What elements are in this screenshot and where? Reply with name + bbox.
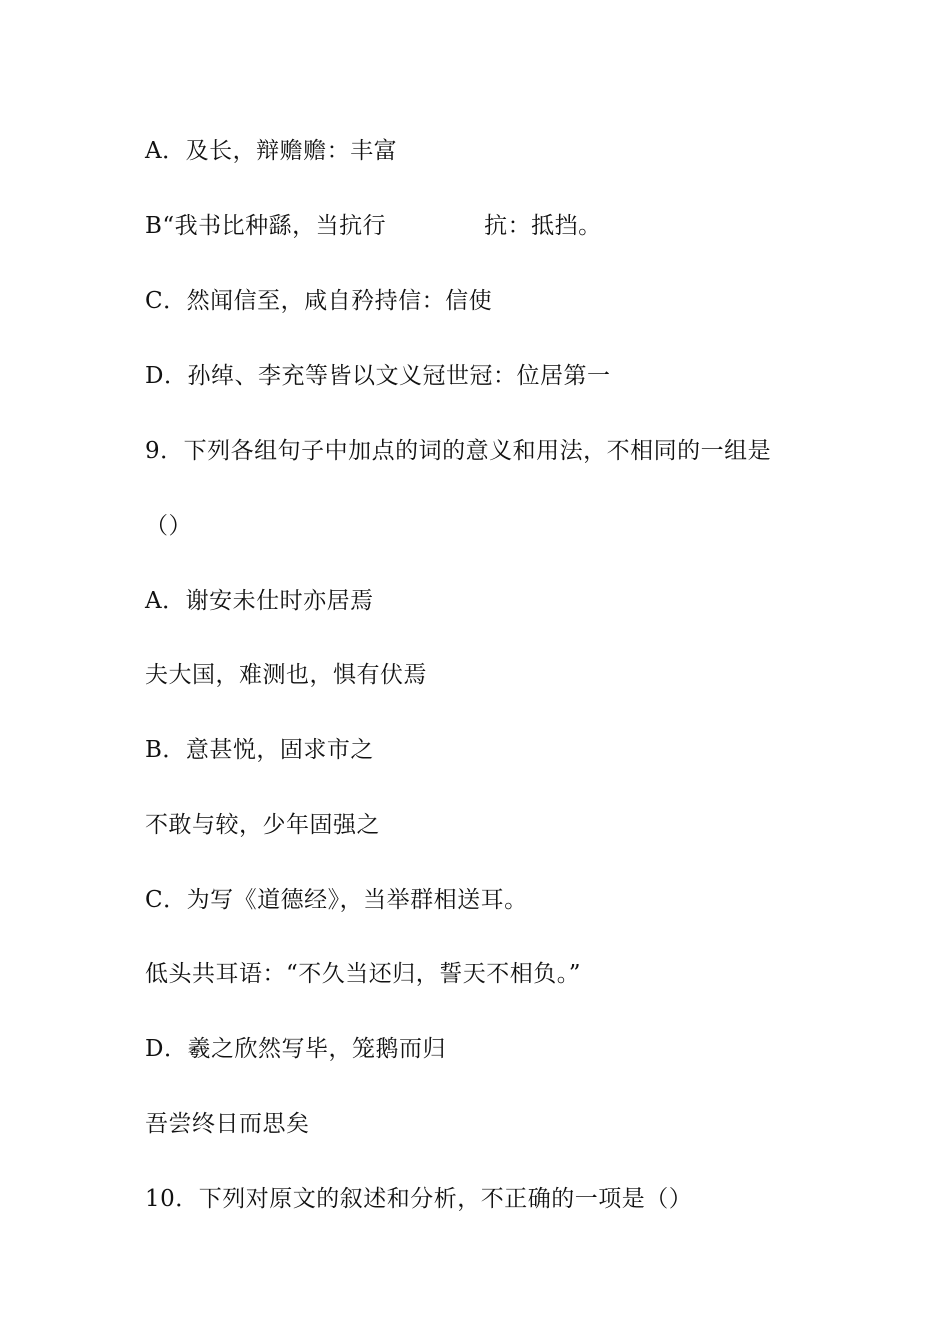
q9-option-d-line2: 吾尝终日而思矣 (145, 1111, 310, 1137)
question-9-stem: 9．下列各组句子中加点的词的意义和用法，不相同的一组是 (145, 438, 772, 464)
option-b-line (145, 211, 602, 241)
q9-option-c-line2: 低头共耳语：“不久当还归，誓天不相负。” (145, 961, 582, 987)
q9-option-d-line1: D．羲之欣然写毕，笼鹅而归 (145, 1036, 446, 1062)
q9-option-b-line1: B．意甚悦，固求市之 (145, 737, 374, 763)
question-9-blank: （） (145, 513, 192, 539)
option-a-line: A．及长，辩赡赡：丰富 (145, 138, 398, 164)
q9-option-a-line2: 夫大国，难测也，惧有伏焉 (145, 662, 427, 688)
q9-option-a-line1: A．谢安未仕时亦居焉 (145, 588, 374, 614)
option-c-line: C．然闻信至，咸自矜持信：信使 (145, 288, 493, 314)
option-b-sentence: B“我书比种繇，当抗行 (145, 213, 387, 239)
q9-option-b-line2: 不敢与较，少年固强之 (145, 812, 380, 838)
q9-option-c-line1: C．为写《道德经》，当举群相送耳。 (145, 887, 528, 913)
option-b-gloss: 抗：抵挡。 (484, 213, 602, 239)
question-10-stem: 10．下列对原文的叙述和分析，不正确的一项是（） (145, 1186, 693, 1212)
option-d-line: D．孙绰、李充等皆以文义冠世冠：位居第一 (145, 363, 611, 389)
